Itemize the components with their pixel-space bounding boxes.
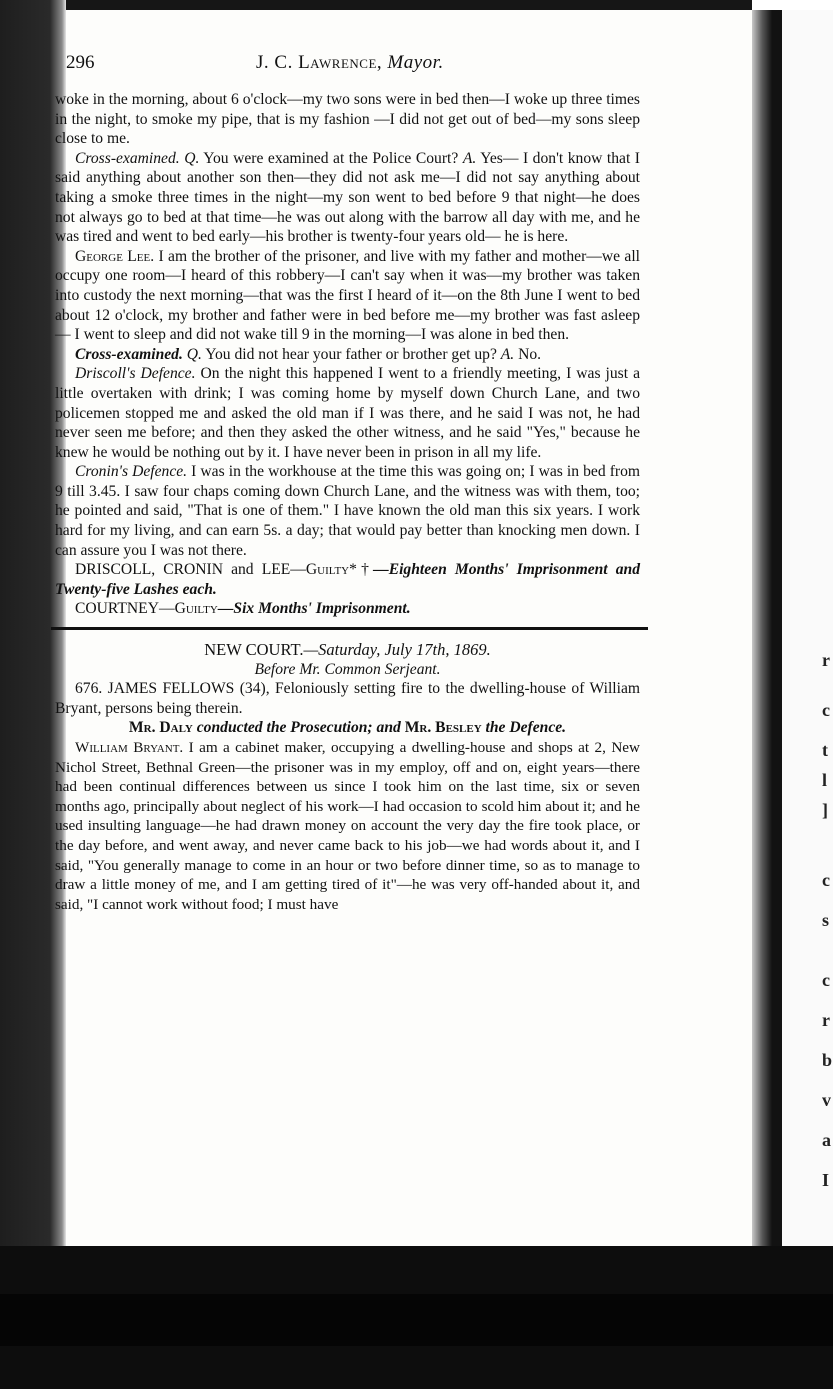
- defence-label: Cronin's Defence.: [75, 463, 188, 481]
- witness-name: George Lee.: [75, 247, 155, 265]
- court-heading: [55, 640, 640, 660]
- defence-label: Driscoll's Defence.: [75, 365, 196, 383]
- defence-text: I was in the workhouse at the time this was going on; I was in bed from 9 till 3.45. I saw four chaps coming down Church Lane, and the witness was with them, too; he pointed and said, "That is one of them." I have known the old man this six years. I work hard for my living, and can earn 5s. a day; that would pay better than knocking men down. I can assure you I was not there.: [55, 463, 641, 559]
- scan-border-top: [0, 0, 833, 10]
- verdict-defendants: DRISCOLL, CRONIN and LEE—: [75, 561, 306, 579]
- scan-border-bottom: [0, 1246, 833, 1389]
- verdict-driscoll-cronin-lee: [55, 560, 640, 599]
- running-title: [256, 52, 444, 74]
- defence-role: the Defence.: [485, 719, 567, 737]
- verdict-defendant: COURTNEY—: [75, 600, 175, 618]
- book-spine-shadow: [752, 10, 782, 1250]
- cross-examined-label: Cross-examined.: [75, 149, 180, 167]
- verdict-guilty: Guilty: [174, 600, 218, 618]
- case-heading: 676. JAMES FELLOWS (34), Feloniously setting fire to the dwelling-house of William Bryant, persons being therein.: [55, 680, 640, 717]
- paragraph-cross-examination-1: [55, 149, 640, 247]
- counsel-conjunction: and: [376, 719, 401, 737]
- paragraph-continuation: woke in the morning, about 6 o'clock—my two sons were in bed then—I woke up three times in the night, to smoke my pipe, that is my fashion —I did not get out of bed—my sons sleep close to me.: [55, 91, 640, 148]
- defence-counsel: Mr. Besley: [404, 719, 482, 737]
- witness-name: William Bryant.: [75, 739, 184, 756]
- paragraph-cronin-defence: [55, 462, 640, 560]
- cross-examined-label: Cross-examined.: [75, 345, 183, 363]
- witness-testimony: I am a cabinet maker, occupying a dwelling-house and shops at 2, New Nichol Street, Bethnal Green—the prisoner was in my employ, off and on, eight years—there had been continual differences between us since I took him on the last time, six or seven months ago, principally about neglect of his work—I had occasion to scold him about it; and he used insulting language—he had drawn money on account the very day the fire took place, or the day before, and went away, and never came back to his job—we had words about it, and I said, "You generally manage to come in an hour or two before dinner time, so as to manage to draw a little money of me, and I am getting tired of it"—he was very off-handed about it, and said, "I cannot work without food; I must have: [55, 739, 640, 913]
- witness-testimony: I am the brother of the prisoner, and live with my father and mother—we all occupy one room—I heard of this robbery—I can't say when it was—my brother was taken into custody the next morning—that was the first I heard of it—on the 8th June I went to bed about 12 o'clock, my brother and father were in bed before me—my brother was fast asleep— I went to sleep and did not wake till 9 in the morning—I was alone in bed then.: [55, 247, 640, 344]
- counsel-line: [55, 718, 640, 738]
- verdict-guilty: Guilty*†: [305, 561, 374, 579]
- prosecution-counsel: Mr. Daly: [128, 719, 193, 737]
- question-text: You were examined at the Police Court?: [203, 149, 459, 167]
- defence-text: On the night this happened I went to a friendly meeting, I was just a little overtaken with drink; I was coming home by myself down Church Lane, and two policemen stopped me and asked the old man if I was there, and he said I was not, he had never seen me before; and then they asked the other witness, and he said "Yes," because he knew he would be nothing out by it. I have never been in prison in all my life.: [55, 365, 640, 461]
- court-title: NEW COURT.: [204, 640, 304, 660]
- answer-text: Yes— I don't know that I said anything about another son then—they did not ask me—I did not say anything about taking a smoke three times in the night—my son went to bed before 9 that night—he does not always go to bed at that time—he was out along with the barrow all day with me, and he was tired and went to bed early—his brother is twenty-four years old— he is here.: [55, 149, 640, 246]
- page-header: [66, 52, 666, 74]
- page-number: 296: [66, 52, 95, 73]
- question-label: Q.: [184, 149, 200, 167]
- question-label: Q.: [186, 345, 202, 363]
- paragraph-cross-examination-2: [55, 345, 640, 365]
- section-divider: [51, 627, 648, 630]
- page-body: [55, 90, 640, 914]
- paragraph-witness-george-lee: [55, 247, 640, 345]
- paragraph-witness-william-bryant: [55, 738, 640, 914]
- answer-label: A.: [462, 149, 477, 167]
- running-title-name: J. C. Lawrence,: [256, 52, 383, 73]
- paragraph-driscoll-defence: [55, 364, 640, 462]
- verdict-sentence: —Six Months' Imprisonment.: [217, 600, 411, 618]
- answer-label: A.: [500, 345, 515, 363]
- prosecution-role: conducted the Prosecution;: [196, 719, 373, 737]
- verdict-sentence: —Eighteen Months' Imprisonment and Twenty-five Lashes each.: [55, 561, 640, 598]
- running-title-role: Mayor.: [387, 52, 444, 73]
- adjacent-page-edge: r c t l ] c s c r b v a I: [782, 10, 833, 1250]
- question-text: You did not hear your father or brother get up?: [205, 345, 497, 363]
- answer-text: No.: [518, 345, 542, 363]
- verdict-courtney: [55, 599, 640, 619]
- court-date: —Saturday, July 17th, 1869.: [303, 640, 491, 660]
- before-judge: Before Mr. Common Serjeant.: [254, 660, 441, 678]
